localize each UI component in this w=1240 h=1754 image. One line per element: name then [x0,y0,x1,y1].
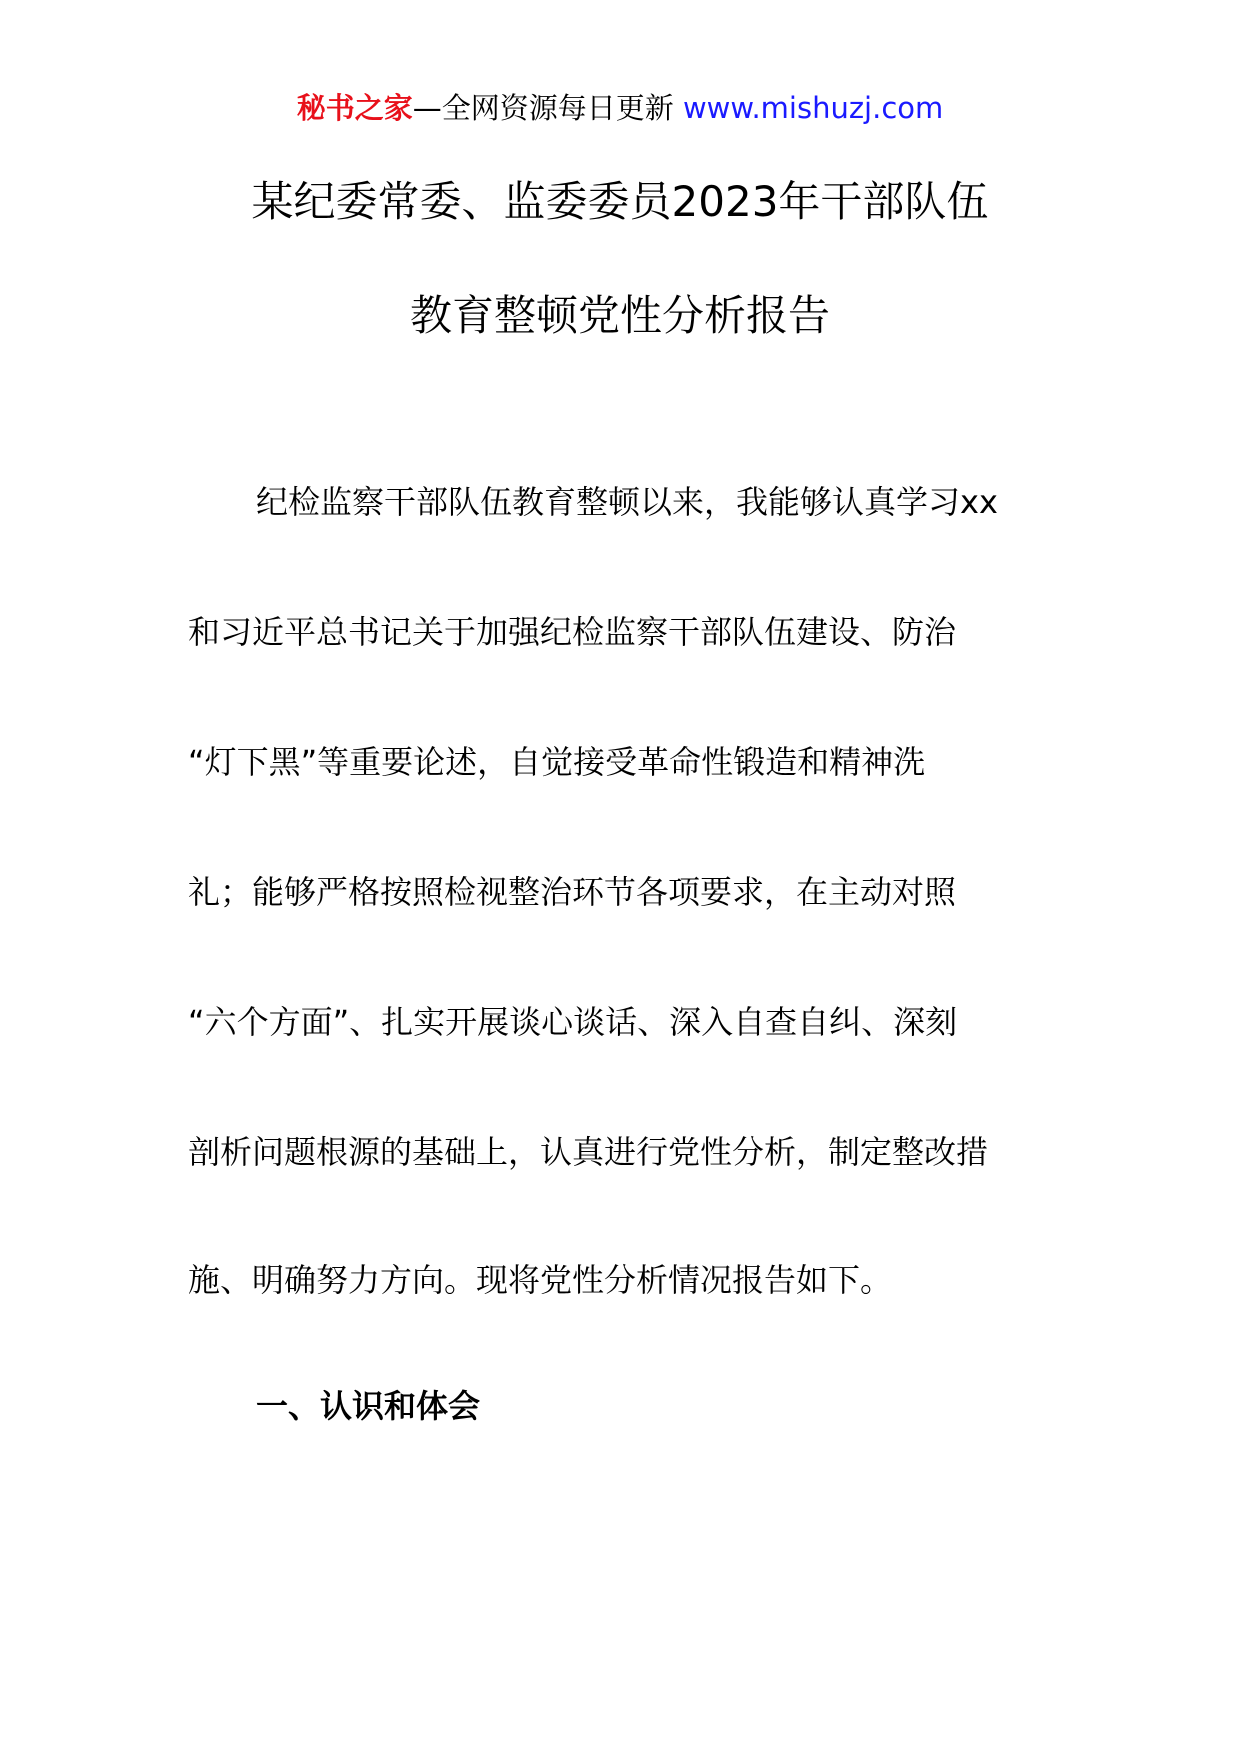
document-title-line-1: 某纪委常委、监委委员2023年干部队伍 [251,177,989,226]
paragraph-line: 和习近平总书记关于加强纪检监察干部队伍建设、防治 [188,613,957,651]
site-header [0,88,1240,128]
brand-name: 秘书之家 [296,91,413,125]
site-url-link[interactable]: www.mishuzj.com [682,91,944,125]
paragraph-line: 纪检监察干部队伍教育整顿以来，我能够认真学习xx [256,483,998,521]
paragraph-line: “六个方面”、扎实开展谈心谈话、深入自查自纠、深刻 [188,1003,958,1041]
paragraph-line: 礼；能够严格按照检视整治环节各项要求，在主动对照 [188,873,957,911]
section-heading: 一、认识和体会 [256,1387,481,1425]
document-title-line-2: 教育整顿党性分析报告 [409,291,830,340]
paragraph-line: 剖析问题根源的基础上，认真进行党性分析，制定整改措 [188,1133,989,1171]
paragraph-line: “灯下黑”等重要论述，自觉接受革命性锻造和精神洗 [188,743,926,781]
header-tagline: —全网资源每日更新 [412,91,674,125]
paragraph-line: 施、明确努力方向。现将党性分析情况报告如下。 [188,1261,893,1299]
